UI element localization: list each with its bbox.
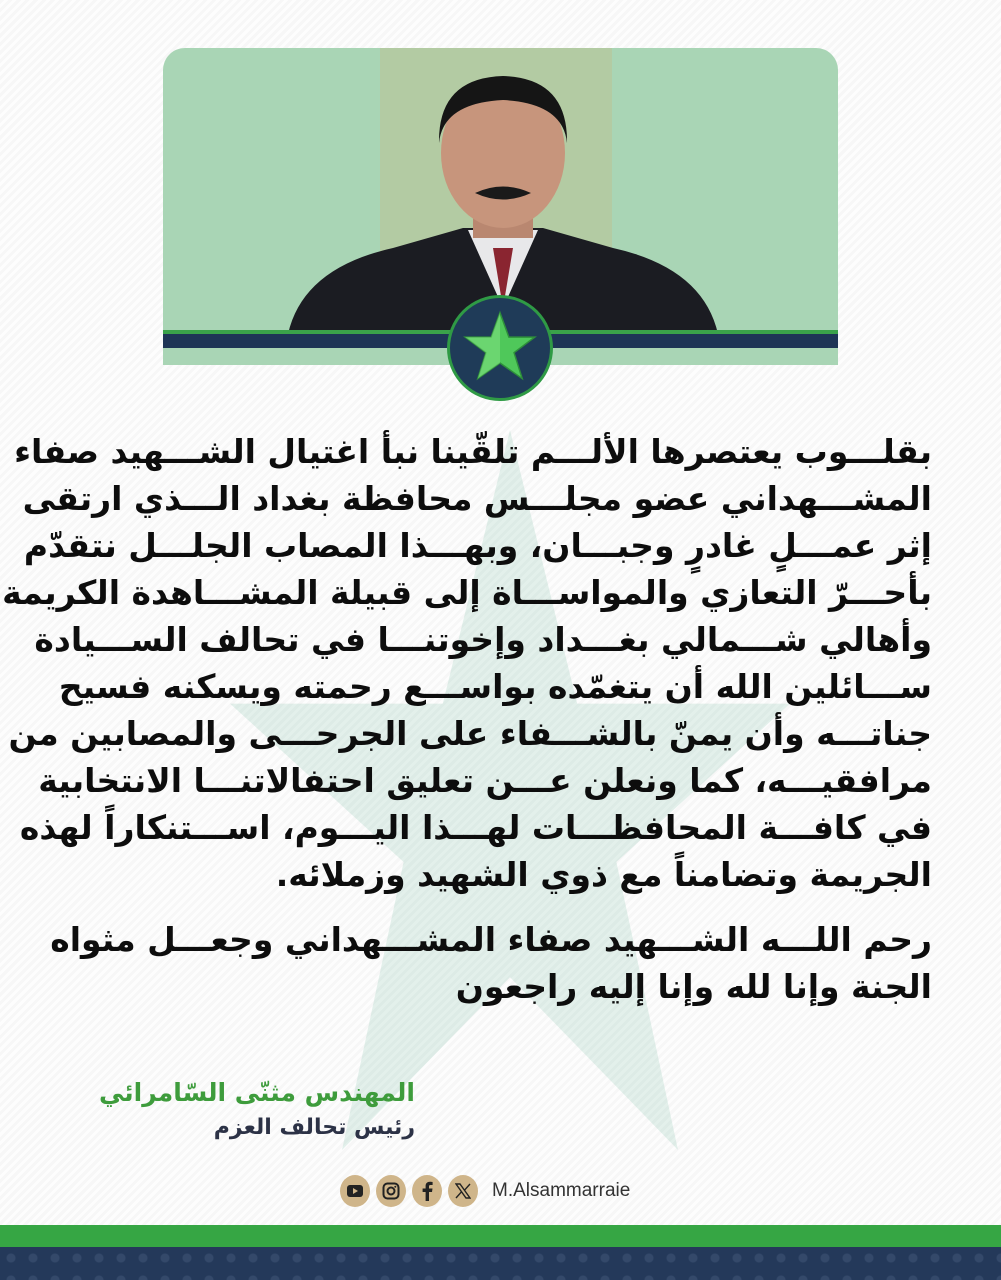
social-links: [340, 1175, 630, 1207]
message-line: وأهالي شـــمالي بغـــداد وإخوتنـــا في تحالف الســـيادة: [34, 620, 932, 659]
message-line: المشـــهداني عضو مجلـــس محافظة بغداد الـــذي ارتقى: [22, 479, 932, 518]
portrait-photo: [263, 58, 743, 334]
instagram-icon[interactable]: [376, 1175, 406, 1207]
youtube-icon[interactable]: [340, 1175, 370, 1207]
signature-block: [99, 1075, 415, 1145]
message-line: رحم اللـــه الشـــهيد صفاء المشـــهداني وجعـــل مثواه: [50, 920, 932, 959]
star-badge-logo: [447, 295, 553, 401]
message-line: جناتـــه وأن يمنّ بالشـــفاء على الجرحـــى والمصابين من: [8, 714, 932, 753]
social-handle: M.Alsammarraie: [492, 1180, 631, 1201]
footer-navy-band: [0, 1247, 1001, 1280]
message-line: في كافـــة المحافظـــات لهـــذا اليـــوم، اســـتنكاراً لهذه: [19, 808, 932, 847]
message-line: بقلـــوب يعتصرها الألـــم تلقّينا نبأ اغتيال الشـــهيد صفاء: [14, 432, 932, 471]
message-line: الجريمة وتضامناً مع ذوي الشهيد وزملائه.: [275, 855, 932, 894]
message-line: الجنة وإنا لله وإنا إليه راجعون: [455, 967, 932, 1006]
star-icon: [463, 309, 537, 383]
x-icon[interactable]: [448, 1175, 478, 1207]
facebook-icon[interactable]: [412, 1175, 442, 1207]
footer-green-band: [0, 1225, 1001, 1247]
message-line: مرافقيـــه، كما ونعلن عـــن تعليق احتفالاتنـــا الانتخابية: [38, 761, 932, 800]
signatory-name: المهندس مثنّى السّامرائي: [98, 1078, 415, 1107]
message-line: ســـائلين الله أن يتغمّده بواســـع رحمته ويسكنه فسيح: [58, 667, 932, 706]
condolence-message: [2, 428, 932, 1010]
message-line: إثر عمـــلٍ غادرٍ وجبـــان، وبهـــذا المصاب الجلـــل نتقدّم: [23, 526, 932, 565]
message-line: بأحـــرّ التعازي والمواســـاة إلى قبيلة المشـــاهدة الكريمة: [2, 573, 932, 612]
signatory-role: رئيس تحالف العزم: [213, 1115, 415, 1140]
